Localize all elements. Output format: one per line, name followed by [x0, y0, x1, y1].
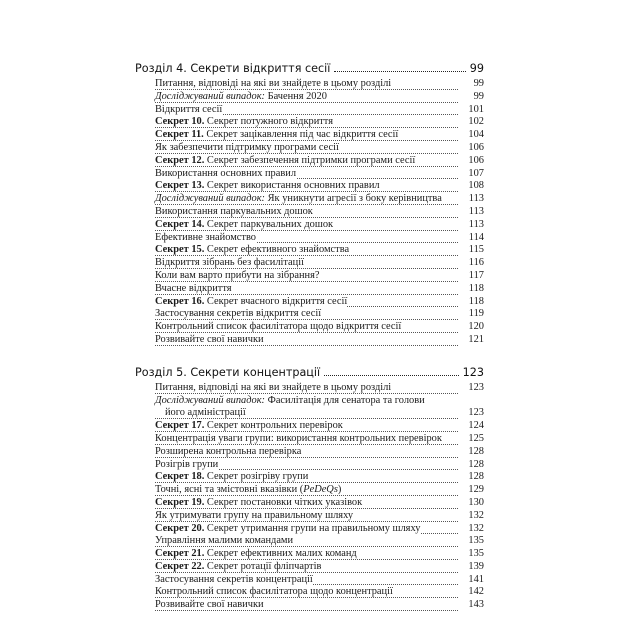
entry-page-number: 124 — [468, 420, 484, 432]
toc-entry[interactable] — [155, 78, 484, 91]
entry-title-continuation: його адміністрації — [165, 407, 246, 419]
entry-title: Розвивайте свої навички — [155, 599, 264, 611]
toc-entry[interactable] — [155, 283, 484, 296]
entry-page-number: 141 — [468, 573, 484, 585]
entry-text — [155, 180, 380, 191]
entry-title: Секрет забезпечення підтримки програми сесії — [204, 154, 416, 166]
entry-text — [155, 296, 347, 307]
entry-text — [155, 206, 313, 217]
toc-entry[interactable] — [155, 334, 484, 347]
entry-text — [155, 471, 308, 482]
chapter-title: Розділ 5. Секрети концентрації — [135, 365, 321, 379]
toc-entry[interactable] — [155, 586, 484, 599]
toc-entry[interactable] — [155, 232, 484, 245]
entry-title: Секрет ефективних малих команд — [204, 548, 357, 560]
entry-page-number: 113 — [468, 218, 484, 230]
entry-page-number: 132 — [468, 522, 484, 534]
entry-title: Відкриття зібрань без фасилітації — [155, 257, 305, 269]
secret-number: Секрет 12. — [155, 154, 205, 166]
entry-text — [155, 561, 321, 572]
entry-title: Секрет вчасного відкриття сесії — [204, 295, 348, 307]
entry-page-number: 143 — [468, 599, 484, 611]
chapter-page-number: 123 — [462, 365, 484, 379]
entry-page-number: 113 — [468, 193, 484, 205]
entry-text — [155, 142, 339, 153]
entry-title-italic: PeDeQs — [303, 484, 338, 496]
entry-page-number: 132 — [468, 509, 484, 521]
table-of-contents — [135, 60, 484, 612]
entry-text — [155, 497, 362, 508]
toc-entry[interactable] — [155, 535, 484, 548]
section-gap — [135, 347, 484, 364]
toc-entry[interactable] — [155, 104, 484, 117]
chapter-title: Розділ 4. Секрети відкриття сесії — [135, 62, 331, 75]
entry-page-number: 128 — [468, 471, 484, 483]
entry-text — [155, 283, 232, 294]
secret-number: Секрет 15. — [155, 244, 205, 256]
case-study-label: Досліджуваний випадок: — [155, 394, 266, 406]
toc-entry[interactable] — [155, 484, 484, 497]
entry-title: Бачення 2020 — [265, 90, 327, 102]
toc-entry[interactable] — [155, 382, 484, 395]
toc-entry[interactable] — [155, 574, 484, 587]
entry-title: Як забезпечити підтримку програми сесії — [155, 141, 339, 153]
entry-page-number: 119 — [468, 308, 484, 320]
entry-text — [155, 382, 391, 393]
entry-text — [155, 523, 420, 534]
entry-text — [155, 104, 222, 115]
entry-text — [155, 574, 313, 585]
entry-page-number: 121 — [468, 333, 484, 345]
entry-page-number: 117 — [468, 269, 484, 281]
dot-leader — [334, 71, 465, 72]
entry-page-number: 142 — [468, 586, 484, 598]
entry-title: Використання паркувальних дошок — [155, 205, 313, 217]
toc-entry[interactable] — [155, 296, 484, 309]
secret-number: Секрет 18. — [155, 471, 205, 483]
toc-entry[interactable] — [155, 395, 484, 421]
entry-title: Управління малими командами — [155, 535, 294, 547]
toc-entry[interactable] — [155, 180, 484, 193]
secret-number: Секрет 21. — [155, 548, 205, 560]
entry-title: Застосування секретів концентрації — [155, 573, 313, 585]
toc-entry[interactable] — [155, 510, 484, 523]
entry-text — [155, 308, 321, 319]
entry-title: Секрет паркувальних дошок — [204, 218, 334, 230]
secret-number: Секрет 10. — [155, 116, 205, 128]
toc-entry[interactable] — [155, 142, 484, 155]
entry-title: Розширена контрольна перевірка — [155, 445, 302, 457]
case-study-label: Досліджуваний випадок: — [155, 193, 266, 205]
entry-page-number: 113 — [468, 205, 484, 217]
entry-page-number: 120 — [468, 321, 484, 333]
entry-title: Секрет утримання групи на правильному шляху — [204, 522, 421, 534]
entry-text — [155, 244, 349, 255]
entry-title: Ефективне знайомство — [155, 231, 256, 243]
toc-entry[interactable] — [155, 155, 484, 168]
entry-text — [155, 321, 401, 332]
toc-entry[interactable] — [155, 523, 484, 536]
toc-entry[interactable] — [155, 471, 484, 484]
toc-entry[interactable] — [155, 129, 484, 142]
toc-entry[interactable] — [155, 244, 484, 257]
entry-text — [155, 270, 319, 281]
toc-entry[interactable] — [155, 193, 484, 206]
entry-page-number: 99 — [473, 90, 484, 102]
toc-entry[interactable] — [155, 433, 484, 446]
entry-page-number: 128 — [468, 445, 484, 457]
entry-page-number: 128 — [468, 458, 484, 470]
secret-number: Секрет 20. — [155, 522, 205, 534]
entry-title: Точні, ясні та змістовні вказівки ( — [155, 484, 304, 496]
entry-text — [155, 168, 296, 179]
entry-title: Секрет потужного відкриття — [204, 116, 333, 128]
toc-entry[interactable] — [155, 446, 484, 459]
entry-text — [155, 232, 256, 243]
chapter-heading[interactable] — [135, 60, 484, 78]
entry-title: Застосування секретів відкриття сесії — [155, 308, 322, 320]
entry-page-number: 106 — [468, 154, 484, 166]
entry-page-number: 123 — [468, 407, 484, 419]
entry-title: Як утримувати групу на правильному шляху — [155, 509, 354, 521]
entry-title: Секрет контрольних перевірок — [204, 420, 343, 432]
secret-number: Секрет 13. — [155, 180, 205, 192]
entry-title: Секрет ротації фліпчартів — [204, 560, 322, 572]
entry-page-number: 129 — [468, 484, 484, 496]
toc-entry[interactable] — [155, 168, 484, 181]
entry-text — [155, 193, 442, 204]
entry-title: Розігрів групи — [155, 458, 219, 470]
entry-page-number: 108 — [468, 180, 484, 192]
entry-title: Секрет зацікавлення під час відкриття сесії — [203, 129, 399, 141]
entry-title: Як уникнути агресії з боку керівництва — [265, 193, 442, 205]
toc-entry[interactable] — [155, 561, 484, 574]
toc-entry[interactable] — [155, 206, 484, 219]
entry-title: Питання, відповіді на які ви знайдете в цьому розділі — [155, 78, 392, 89]
entry-text — [155, 459, 218, 470]
entry-page-number: 118 — [468, 295, 484, 307]
toc-entry[interactable] — [155, 599, 484, 612]
entry-page-number: 118 — [468, 282, 484, 294]
entry-page-number: 135 — [468, 548, 484, 560]
entry-title: Контрольний список фасилітатора щодо відкриття сесії — [155, 321, 402, 333]
entry-page-number: 101 — [468, 103, 484, 115]
toc-entry[interactable] — [155, 548, 484, 561]
toc-entry[interactable] — [155, 219, 484, 232]
entry-text — [155, 586, 393, 597]
entry-page-number: 107 — [468, 167, 484, 179]
toc-entry[interactable] — [155, 270, 484, 283]
entry-title: Секрет ефективного знайомства — [204, 244, 350, 256]
chapter-page-number: 99 — [469, 62, 484, 75]
entry-text — [155, 116, 333, 127]
secret-number: Секрет 17. — [155, 420, 205, 432]
entry-title-suffix: ) — [337, 484, 342, 496]
entry-text — [155, 484, 341, 495]
secret-number: Секрет 14. — [155, 218, 205, 230]
entry-page-number: 130 — [468, 496, 484, 508]
toc-entry[interactable] — [155, 308, 484, 321]
toc-entry[interactable] — [155, 459, 484, 472]
entry-title: Коли вам варто прибути на зібрання? — [155, 269, 320, 281]
chapter-heading[interactable] — [135, 364, 484, 382]
entry-text — [155, 395, 458, 421]
entry-page-number: 114 — [468, 231, 484, 243]
entry-title: Контрольний список фасилітатора щодо концентрації — [155, 586, 393, 598]
toc-entry[interactable] — [155, 420, 484, 433]
entry-page-number: 123 — [468, 381, 484, 393]
entry-text — [155, 510, 353, 521]
entry-text — [155, 433, 442, 444]
entry-page-number: 104 — [468, 129, 484, 141]
secret-number: Секрет 11. — [155, 129, 204, 141]
entry-title: Секрет постановки чітких указівок — [204, 496, 363, 508]
entry-text — [155, 91, 327, 102]
entry-text — [155, 155, 415, 166]
entry-text — [155, 599, 264, 610]
entry-page-number: 115 — [468, 244, 484, 256]
entry-page-number: 139 — [468, 560, 484, 572]
secret-number: Секрет 22. — [155, 560, 205, 572]
entry-title: Вчасне відкриття — [155, 282, 232, 294]
toc-entry[interactable] — [155, 497, 484, 510]
entry-page-number: 135 — [468, 535, 484, 547]
toc-entry[interactable] — [155, 257, 484, 270]
toc-entry[interactable] — [155, 321, 484, 334]
entry-title: Розвивайте свої навички — [155, 333, 264, 345]
entry-text — [155, 257, 304, 268]
entry-text — [155, 129, 398, 140]
entry-title: Використання основних правил — [155, 167, 297, 179]
entry-text — [155, 420, 343, 431]
entry-page-number: 102 — [468, 116, 484, 128]
secret-number: Секрет 19. — [155, 496, 205, 508]
case-study-label: Досліджуваний випадок: — [155, 90, 266, 102]
toc-entry[interactable] — [155, 116, 484, 129]
entry-title: Секрет використання основних правил — [204, 180, 380, 192]
secret-number: Секрет 16. — [155, 295, 205, 307]
entry-text — [155, 334, 264, 345]
entry-text — [155, 78, 391, 89]
entry-title: Фасилітація для сенатора та голови — [265, 394, 425, 406]
entry-title: Відкриття сесії — [155, 103, 223, 115]
entry-text — [155, 535, 293, 546]
entry-text — [155, 219, 333, 230]
entry-page-number: 125 — [468, 432, 484, 444]
dot-leader — [324, 375, 459, 376]
entry-text — [155, 446, 301, 457]
toc-entry[interactable] — [155, 91, 484, 104]
entry-title: Секрет розігріву групи — [204, 471, 309, 483]
entry-page-number: 116 — [468, 257, 484, 269]
entry-title: Питання, відповіді на які ви знайдете в цьому розділі — [155, 381, 392, 393]
entry-page-number: 99 — [473, 78, 484, 89]
entry-title: Концентрація уваги групи: використання контрольних перевірок — [155, 432, 442, 444]
entry-text — [155, 548, 357, 559]
entry-page-number: 106 — [468, 141, 484, 153]
